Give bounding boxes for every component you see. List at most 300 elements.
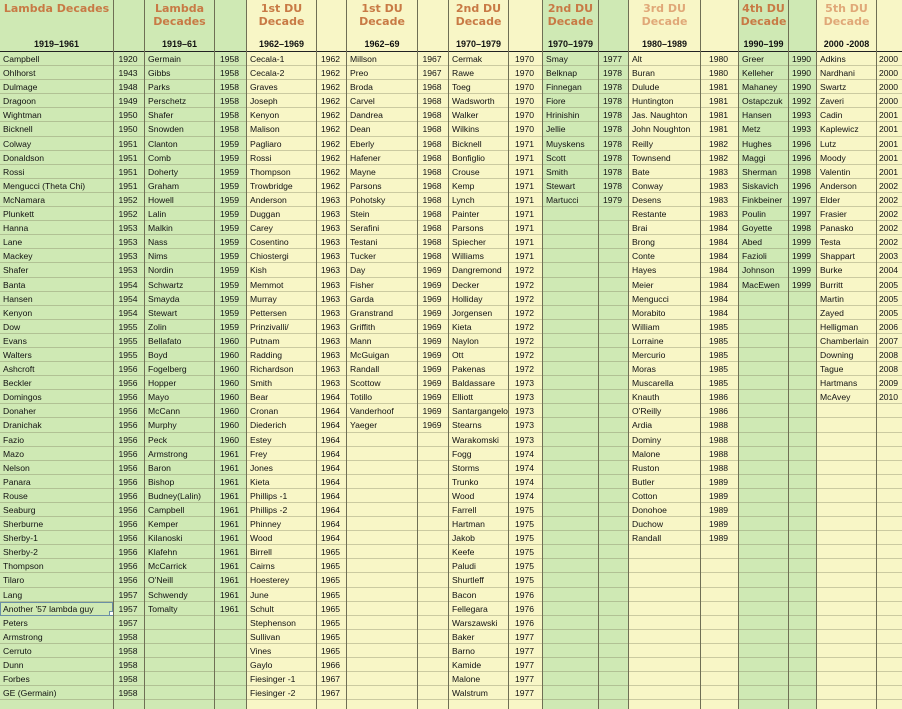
year-cell[interactable]: 1963 bbox=[317, 362, 346, 376]
name-cell[interactable]: Johnson bbox=[739, 263, 788, 277]
year-cell[interactable]: 1989 bbox=[701, 517, 738, 531]
year-cell[interactable]: 1962 bbox=[317, 122, 346, 136]
name-cell[interactable]: Carey bbox=[247, 221, 316, 235]
name-cell[interactable]: Ohlhorst bbox=[0, 66, 113, 80]
empty-cell[interactable] bbox=[418, 545, 448, 559]
year-cell[interactable]: 1984 bbox=[701, 235, 738, 249]
empty-cell[interactable] bbox=[543, 320, 598, 334]
name-cell[interactable]: Huntington bbox=[629, 94, 700, 108]
name-cell[interactable]: Finkbeiner bbox=[739, 193, 788, 207]
year-cell[interactable]: 1956 bbox=[114, 390, 144, 404]
empty-cell[interactable] bbox=[599, 517, 628, 531]
name-cell[interactable]: Graham bbox=[145, 179, 214, 193]
name-cell[interactable]: Zaveri bbox=[817, 94, 876, 108]
year-cell[interactable]: 1965 bbox=[317, 545, 346, 559]
year-cell[interactable]: 1971 bbox=[509, 165, 542, 179]
name-cell[interactable]: Lang bbox=[0, 588, 113, 602]
year-cell[interactable]: 1984 bbox=[701, 292, 738, 306]
name-cell[interactable]: Moody bbox=[817, 151, 876, 165]
year-cell[interactable]: 1970 bbox=[509, 108, 542, 122]
name-cell[interactable]: Frasier bbox=[817, 207, 876, 221]
year-cell[interactable]: 1951 bbox=[114, 179, 144, 193]
year-cell[interactable]: 1969 bbox=[418, 263, 448, 277]
empty-cell[interactable] bbox=[543, 658, 598, 672]
year-cell[interactable]: 1966 bbox=[317, 658, 346, 672]
year-cell[interactable]: 1960 bbox=[215, 433, 246, 447]
year-cell[interactable]: 1962 bbox=[317, 66, 346, 80]
year-cell[interactable]: 1976 bbox=[509, 588, 542, 602]
name-cell[interactable]: Armstrong bbox=[0, 630, 113, 644]
year-cell[interactable]: 1997 bbox=[789, 193, 816, 207]
name-cell[interactable]: Wood bbox=[247, 531, 316, 545]
year-cell[interactable]: 2002 bbox=[877, 221, 902, 235]
year-cell[interactable]: 1974 bbox=[509, 461, 542, 475]
name-cell[interactable]: Parsons bbox=[347, 179, 417, 193]
year-cell[interactable]: 1961 bbox=[215, 503, 246, 517]
year-cell[interactable]: 1958 bbox=[215, 66, 246, 80]
name-cell[interactable]: Crouse bbox=[449, 165, 508, 179]
year-cell[interactable]: 1956 bbox=[114, 376, 144, 390]
empty-cell[interactable] bbox=[599, 559, 628, 573]
year-cell[interactable]: 1982 bbox=[701, 137, 738, 151]
year-cell[interactable]: 1988 bbox=[701, 461, 738, 475]
year-cell[interactable]: 1986 bbox=[701, 404, 738, 418]
name-cell[interactable]: Kemper bbox=[145, 517, 214, 531]
column-13[interactable] bbox=[700, 0, 738, 709]
empty-cell[interactable] bbox=[543, 573, 598, 587]
name-cell[interactable]: Barno bbox=[449, 644, 508, 658]
column-0[interactable] bbox=[0, 0, 113, 709]
empty-cell[interactable] bbox=[817, 644, 876, 658]
name-cell[interactable]: Day bbox=[347, 263, 417, 277]
year-cell[interactable]: 1959 bbox=[215, 263, 246, 277]
year-cell[interactable]: 1969 bbox=[418, 418, 448, 432]
year-cell[interactable]: 1969 bbox=[418, 404, 448, 418]
year-cell[interactable]: 1961 bbox=[215, 531, 246, 545]
name-cell[interactable]: Garda bbox=[347, 292, 417, 306]
name-cell[interactable]: Dranichak bbox=[0, 418, 113, 432]
empty-cell[interactable] bbox=[789, 644, 816, 658]
name-cell[interactable]: O'Neill bbox=[145, 573, 214, 587]
year-cell[interactable]: 2005 bbox=[877, 306, 902, 320]
year-cell[interactable]: 1972 bbox=[509, 292, 542, 306]
empty-cell[interactable] bbox=[877, 475, 902, 489]
empty-cell[interactable] bbox=[877, 503, 902, 517]
empty-cell[interactable] bbox=[347, 588, 417, 602]
empty-cell[interactable] bbox=[629, 644, 700, 658]
year-cell[interactable]: 1970 bbox=[509, 122, 542, 136]
year-cell[interactable]: 1999 bbox=[789, 235, 816, 249]
empty-cell[interactable] bbox=[543, 221, 598, 235]
name-cell[interactable]: Duggan bbox=[247, 207, 316, 221]
name-cell[interactable]: Mayne bbox=[347, 165, 417, 179]
name-cell[interactable]: Boyd bbox=[145, 348, 214, 362]
year-cell[interactable]: 1963 bbox=[317, 292, 346, 306]
year-cell[interactable]: 1965 bbox=[317, 602, 346, 616]
name-cell[interactable]: Dunn bbox=[0, 658, 113, 672]
empty-cell[interactable] bbox=[347, 517, 417, 531]
empty-cell[interactable] bbox=[789, 672, 816, 686]
name-cell[interactable]: Ashcroft bbox=[0, 362, 113, 376]
year-cell[interactable]: 1959 bbox=[215, 235, 246, 249]
name-cell[interactable]: Mazo bbox=[0, 447, 113, 461]
empty-cell[interactable] bbox=[877, 545, 902, 559]
name-cell[interactable]: Mengucci (Theta Chi) bbox=[0, 179, 113, 193]
empty-cell[interactable] bbox=[599, 644, 628, 658]
year-cell[interactable]: 1977 bbox=[509, 658, 542, 672]
empty-cell[interactable] bbox=[215, 672, 246, 686]
empty-cell[interactable] bbox=[739, 292, 788, 306]
year-cell[interactable]: 1963 bbox=[317, 263, 346, 277]
empty-cell[interactable] bbox=[347, 461, 417, 475]
name-cell[interactable]: Dragoon bbox=[0, 94, 113, 108]
year-cell[interactable]: 1984 bbox=[701, 221, 738, 235]
name-cell[interactable]: Banta bbox=[0, 278, 113, 292]
year-cell[interactable]: 1992 bbox=[789, 94, 816, 108]
year-cell[interactable]: 1973 bbox=[509, 390, 542, 404]
name-cell[interactable]: Peck bbox=[145, 433, 214, 447]
name-cell[interactable]: Tague bbox=[817, 362, 876, 376]
name-cell[interactable]: Lutz bbox=[817, 137, 876, 151]
year-cell[interactable]: 1963 bbox=[317, 278, 346, 292]
name-cell[interactable]: Sherby-1 bbox=[0, 531, 113, 545]
empty-cell[interactable] bbox=[145, 672, 214, 686]
name-cell[interactable]: Adkins bbox=[817, 52, 876, 66]
name-cell[interactable]: Duchow bbox=[629, 517, 700, 531]
year-cell[interactable]: 1958 bbox=[215, 122, 246, 136]
name-cell[interactable]: Bicknell bbox=[449, 137, 508, 151]
year-cell[interactable]: 1993 bbox=[789, 108, 816, 122]
name-cell[interactable]: Campbell bbox=[0, 52, 113, 66]
empty-cell[interactable] bbox=[877, 531, 902, 545]
name-cell[interactable]: Preo bbox=[347, 66, 417, 80]
name-cell[interactable]: Farrell bbox=[449, 503, 508, 517]
year-cell[interactable]: 1971 bbox=[509, 207, 542, 221]
name-cell[interactable]: Anderson bbox=[247, 193, 316, 207]
year-cell[interactable]: 1953 bbox=[114, 221, 144, 235]
year-cell[interactable]: 1957 bbox=[114, 602, 144, 616]
year-cell[interactable]: 1960 bbox=[215, 404, 246, 418]
empty-cell[interactable] bbox=[789, 447, 816, 461]
year-cell[interactable]: 1970 bbox=[509, 52, 542, 66]
column-11[interactable] bbox=[598, 0, 628, 709]
year-cell[interactable]: 1948 bbox=[114, 80, 144, 94]
year-cell[interactable]: 1968 bbox=[418, 122, 448, 136]
name-cell[interactable]: McNamara bbox=[0, 193, 113, 207]
empty-cell[interactable] bbox=[599, 235, 628, 249]
empty-cell[interactable] bbox=[789, 503, 816, 517]
name-cell[interactable]: Hafener bbox=[347, 151, 417, 165]
name-cell[interactable]: Keefe bbox=[449, 545, 508, 559]
name-cell[interactable]: Hartman bbox=[449, 517, 508, 531]
name-cell[interactable]: Testa bbox=[817, 235, 876, 249]
name-cell[interactable]: Gaylo bbox=[247, 658, 316, 672]
name-cell[interactable]: Maggi bbox=[739, 151, 788, 165]
year-cell[interactable]: 1969 bbox=[418, 320, 448, 334]
empty-cell[interactable] bbox=[877, 489, 902, 503]
empty-cell[interactable] bbox=[877, 559, 902, 573]
name-cell[interactable]: Cosentino bbox=[247, 235, 316, 249]
year-cell[interactable]: 1958 bbox=[215, 80, 246, 94]
name-cell[interactable]: Hanna bbox=[0, 221, 113, 235]
year-cell[interactable]: 1980 bbox=[701, 66, 738, 80]
name-cell[interactable]: Hayes bbox=[629, 263, 700, 277]
name-cell[interactable]: Mercurio bbox=[629, 348, 700, 362]
name-cell[interactable]: Spiecher bbox=[449, 235, 508, 249]
empty-cell[interactable] bbox=[543, 475, 598, 489]
year-cell[interactable]: 2005 bbox=[877, 292, 902, 306]
year-cell[interactable]: 1943 bbox=[114, 66, 144, 80]
name-cell[interactable]: Tilaro bbox=[0, 573, 113, 587]
empty-cell[interactable] bbox=[543, 263, 598, 277]
year-cell[interactable]: 1974 bbox=[509, 447, 542, 461]
name-cell[interactable]: Parks bbox=[145, 80, 214, 94]
name-cell[interactable]: Fogelberg bbox=[145, 362, 214, 376]
name-cell[interactable]: Mackey bbox=[0, 249, 113, 263]
year-cell[interactable]: 1978 bbox=[599, 179, 628, 193]
name-cell[interactable]: Wilkins bbox=[449, 122, 508, 136]
empty-cell[interactable] bbox=[739, 686, 788, 700]
year-cell[interactable]: 1962 bbox=[317, 165, 346, 179]
name-cell[interactable]: Rouse bbox=[0, 489, 113, 503]
year-cell[interactable]: 2008 bbox=[877, 348, 902, 362]
name-cell[interactable]: Walstrum bbox=[449, 686, 508, 700]
year-cell[interactable]: 1959 bbox=[215, 137, 246, 151]
name-cell[interactable]: Scott bbox=[543, 151, 598, 165]
year-cell[interactable]: 1981 bbox=[701, 122, 738, 136]
name-cell[interactable]: Griffith bbox=[347, 320, 417, 334]
name-cell[interactable]: Armstrong bbox=[145, 447, 214, 461]
year-cell[interactable]: 1972 bbox=[509, 362, 542, 376]
name-cell[interactable]: Forbes bbox=[0, 672, 113, 686]
year-cell[interactable]: 1956 bbox=[114, 475, 144, 489]
empty-cell[interactable] bbox=[789, 686, 816, 700]
column-1[interactable] bbox=[113, 0, 144, 709]
name-cell[interactable]: Hrinishin bbox=[543, 108, 598, 122]
name-cell[interactable]: Carvel bbox=[347, 94, 417, 108]
year-cell[interactable]: 1965 bbox=[317, 573, 346, 587]
year-cell[interactable]: 1963 bbox=[317, 207, 346, 221]
year-cell[interactable]: 1956 bbox=[114, 489, 144, 503]
empty-cell[interactable] bbox=[543, 602, 598, 616]
name-cell[interactable]: Nass bbox=[145, 235, 214, 249]
year-cell[interactable]: 1978 bbox=[599, 80, 628, 94]
empty-cell[interactable] bbox=[739, 390, 788, 404]
year-cell[interactable]: 1962 bbox=[317, 94, 346, 108]
year-cell[interactable]: 1969 bbox=[418, 292, 448, 306]
name-cell[interactable]: Kelleher bbox=[739, 66, 788, 80]
year-cell[interactable]: 1968 bbox=[418, 235, 448, 249]
year-cell[interactable]: 1956 bbox=[114, 573, 144, 587]
name-cell[interactable]: McAvey bbox=[817, 390, 876, 404]
year-cell[interactable]: 1967 bbox=[418, 66, 448, 80]
empty-cell[interactable] bbox=[817, 658, 876, 672]
year-cell[interactable]: 1964 bbox=[317, 461, 346, 475]
empty-cell[interactable] bbox=[629, 602, 700, 616]
year-cell[interactable]: 2008 bbox=[877, 362, 902, 376]
empty-cell[interactable] bbox=[215, 658, 246, 672]
name-cell[interactable]: Putnam bbox=[247, 334, 316, 348]
year-cell[interactable]: 1962 bbox=[317, 80, 346, 94]
year-cell[interactable]: 1959 bbox=[215, 207, 246, 221]
name-cell[interactable]: Sherman bbox=[739, 165, 788, 179]
empty-cell[interactable] bbox=[739, 531, 788, 545]
name-cell[interactable]: Domingos bbox=[0, 390, 113, 404]
empty-cell[interactable] bbox=[817, 672, 876, 686]
empty-cell[interactable] bbox=[599, 588, 628, 602]
empty-cell[interactable] bbox=[739, 588, 788, 602]
year-cell[interactable]: 1956 bbox=[114, 461, 144, 475]
year-cell[interactable]: 1971 bbox=[509, 249, 542, 263]
year-cell[interactable]: 1961 bbox=[215, 588, 246, 602]
empty-cell[interactable] bbox=[789, 602, 816, 616]
name-cell[interactable]: Conte bbox=[629, 249, 700, 263]
year-cell[interactable]: 1965 bbox=[317, 630, 346, 644]
name-cell[interactable]: Baldassare bbox=[449, 376, 508, 390]
name-cell[interactable]: Chamberlain bbox=[817, 334, 876, 348]
name-cell[interactable]: Schwendy bbox=[145, 588, 214, 602]
name-cell[interactable]: Fogg bbox=[449, 447, 508, 461]
empty-cell[interactable] bbox=[877, 404, 902, 418]
name-cell[interactable]: Stewart bbox=[145, 306, 214, 320]
empty-cell[interactable] bbox=[789, 404, 816, 418]
empty-cell[interactable] bbox=[347, 672, 417, 686]
name-cell[interactable]: Dangremond bbox=[449, 263, 508, 277]
empty-cell[interactable] bbox=[347, 475, 417, 489]
name-cell[interactable]: Painter bbox=[449, 207, 508, 221]
name-cell[interactable]: Restante bbox=[629, 207, 700, 221]
year-cell[interactable]: 1976 bbox=[509, 616, 542, 630]
year-cell[interactable]: 1962 bbox=[317, 108, 346, 122]
year-cell[interactable]: 2004 bbox=[877, 263, 902, 277]
empty-cell[interactable] bbox=[739, 503, 788, 517]
empty-cell[interactable] bbox=[543, 306, 598, 320]
column-2[interactable] bbox=[144, 0, 214, 709]
empty-cell[interactable] bbox=[629, 573, 700, 587]
year-cell[interactable]: 1950 bbox=[114, 122, 144, 136]
column-6[interactable] bbox=[346, 0, 417, 709]
empty-cell[interactable] bbox=[599, 221, 628, 235]
empty-cell[interactable] bbox=[739, 433, 788, 447]
empty-cell[interactable] bbox=[599, 278, 628, 292]
year-cell[interactable]: 1975 bbox=[509, 559, 542, 573]
empty-cell[interactable] bbox=[877, 616, 902, 630]
empty-cell[interactable] bbox=[599, 489, 628, 503]
year-cell[interactable]: 1964 bbox=[317, 517, 346, 531]
name-cell[interactable]: Campbell bbox=[145, 503, 214, 517]
year-cell[interactable]: 1950 bbox=[114, 108, 144, 122]
year-cell[interactable]: 1961 bbox=[215, 461, 246, 475]
year-cell[interactable]: 1974 bbox=[509, 489, 542, 503]
empty-cell[interactable] bbox=[789, 348, 816, 362]
name-cell[interactable]: Howell bbox=[145, 193, 214, 207]
name-cell[interactable]: Brong bbox=[629, 235, 700, 249]
name-cell[interactable]: Radding bbox=[247, 348, 316, 362]
year-cell[interactable]: 1961 bbox=[215, 447, 246, 461]
empty-cell[interactable] bbox=[347, 503, 417, 517]
year-cell[interactable]: 1962 bbox=[317, 179, 346, 193]
name-cell[interactable]: Decker bbox=[449, 278, 508, 292]
year-cell[interactable]: 2006 bbox=[877, 320, 902, 334]
year-cell[interactable]: 1956 bbox=[114, 517, 144, 531]
empty-cell[interactable] bbox=[347, 433, 417, 447]
empty-cell[interactable] bbox=[789, 362, 816, 376]
year-cell[interactable]: 1953 bbox=[114, 235, 144, 249]
year-cell[interactable]: 2007 bbox=[877, 334, 902, 348]
empty-cell[interactable] bbox=[817, 489, 876, 503]
empty-cell[interactable] bbox=[599, 390, 628, 404]
year-cell[interactable]: 1965 bbox=[317, 559, 346, 573]
year-cell[interactable]: 1962 bbox=[317, 137, 346, 151]
year-cell[interactable]: 1955 bbox=[114, 334, 144, 348]
year-cell[interactable]: 1956 bbox=[114, 503, 144, 517]
year-cell[interactable]: 1965 bbox=[317, 616, 346, 630]
name-cell[interactable]: Estey bbox=[247, 433, 316, 447]
empty-cell[interactable] bbox=[739, 376, 788, 390]
year-cell[interactable]: 1984 bbox=[701, 278, 738, 292]
year-cell[interactable]: 1964 bbox=[317, 531, 346, 545]
year-cell[interactable]: 1951 bbox=[114, 137, 144, 151]
empty-cell[interactable] bbox=[418, 531, 448, 545]
name-cell[interactable]: Fiesinger -2 bbox=[247, 686, 316, 700]
year-cell[interactable]: 1979 bbox=[599, 193, 628, 207]
empty-cell[interactable] bbox=[789, 433, 816, 447]
year-cell[interactable]: 1969 bbox=[418, 376, 448, 390]
name-cell[interactable]: Diederich bbox=[247, 418, 316, 432]
name-cell[interactable]: McGuigan bbox=[347, 348, 417, 362]
year-cell[interactable]: 1978 bbox=[599, 66, 628, 80]
empty-cell[interactable] bbox=[599, 207, 628, 221]
name-cell[interactable]: Lynch bbox=[449, 193, 508, 207]
empty-cell[interactable] bbox=[347, 559, 417, 573]
empty-cell[interactable] bbox=[418, 461, 448, 475]
empty-cell[interactable] bbox=[629, 672, 700, 686]
year-cell[interactable]: 1965 bbox=[317, 588, 346, 602]
year-cell[interactable]: 1977 bbox=[599, 52, 628, 66]
name-cell[interactable]: Malkin bbox=[145, 221, 214, 235]
name-cell[interactable]: Beckler bbox=[0, 376, 113, 390]
year-cell[interactable]: 1986 bbox=[701, 390, 738, 404]
name-cell[interactable]: Dulude bbox=[629, 80, 700, 94]
name-cell[interactable]: Belknap bbox=[543, 66, 598, 80]
year-cell[interactable]: 1975 bbox=[509, 573, 542, 587]
name-cell[interactable]: Downing bbox=[817, 348, 876, 362]
year-cell[interactable]: 1964 bbox=[317, 503, 346, 517]
name-cell[interactable]: Ostapczuk bbox=[739, 94, 788, 108]
name-cell[interactable]: Randall bbox=[629, 531, 700, 545]
year-cell[interactable]: 1968 bbox=[418, 207, 448, 221]
empty-cell[interactable] bbox=[543, 686, 598, 700]
empty-cell[interactable] bbox=[739, 475, 788, 489]
empty-cell[interactable] bbox=[599, 658, 628, 672]
empty-cell[interactable] bbox=[599, 249, 628, 263]
name-cell[interactable]: Hansen bbox=[739, 108, 788, 122]
year-cell[interactable]: 1973 bbox=[509, 433, 542, 447]
name-cell[interactable]: Cairns bbox=[247, 559, 316, 573]
year-cell[interactable]: 1954 bbox=[114, 292, 144, 306]
year-cell[interactable]: 1970 bbox=[509, 80, 542, 94]
year-cell[interactable]: 2002 bbox=[877, 193, 902, 207]
empty-cell[interactable] bbox=[817, 686, 876, 700]
empty-cell[interactable] bbox=[789, 658, 816, 672]
year-cell[interactable]: 1978 bbox=[599, 165, 628, 179]
empty-cell[interactable] bbox=[543, 278, 598, 292]
empty-cell[interactable] bbox=[817, 573, 876, 587]
name-cell[interactable]: Conway bbox=[629, 179, 700, 193]
year-cell[interactable]: 1967 bbox=[317, 686, 346, 700]
name-cell[interactable]: Swartz bbox=[817, 80, 876, 94]
empty-cell[interactable] bbox=[543, 292, 598, 306]
